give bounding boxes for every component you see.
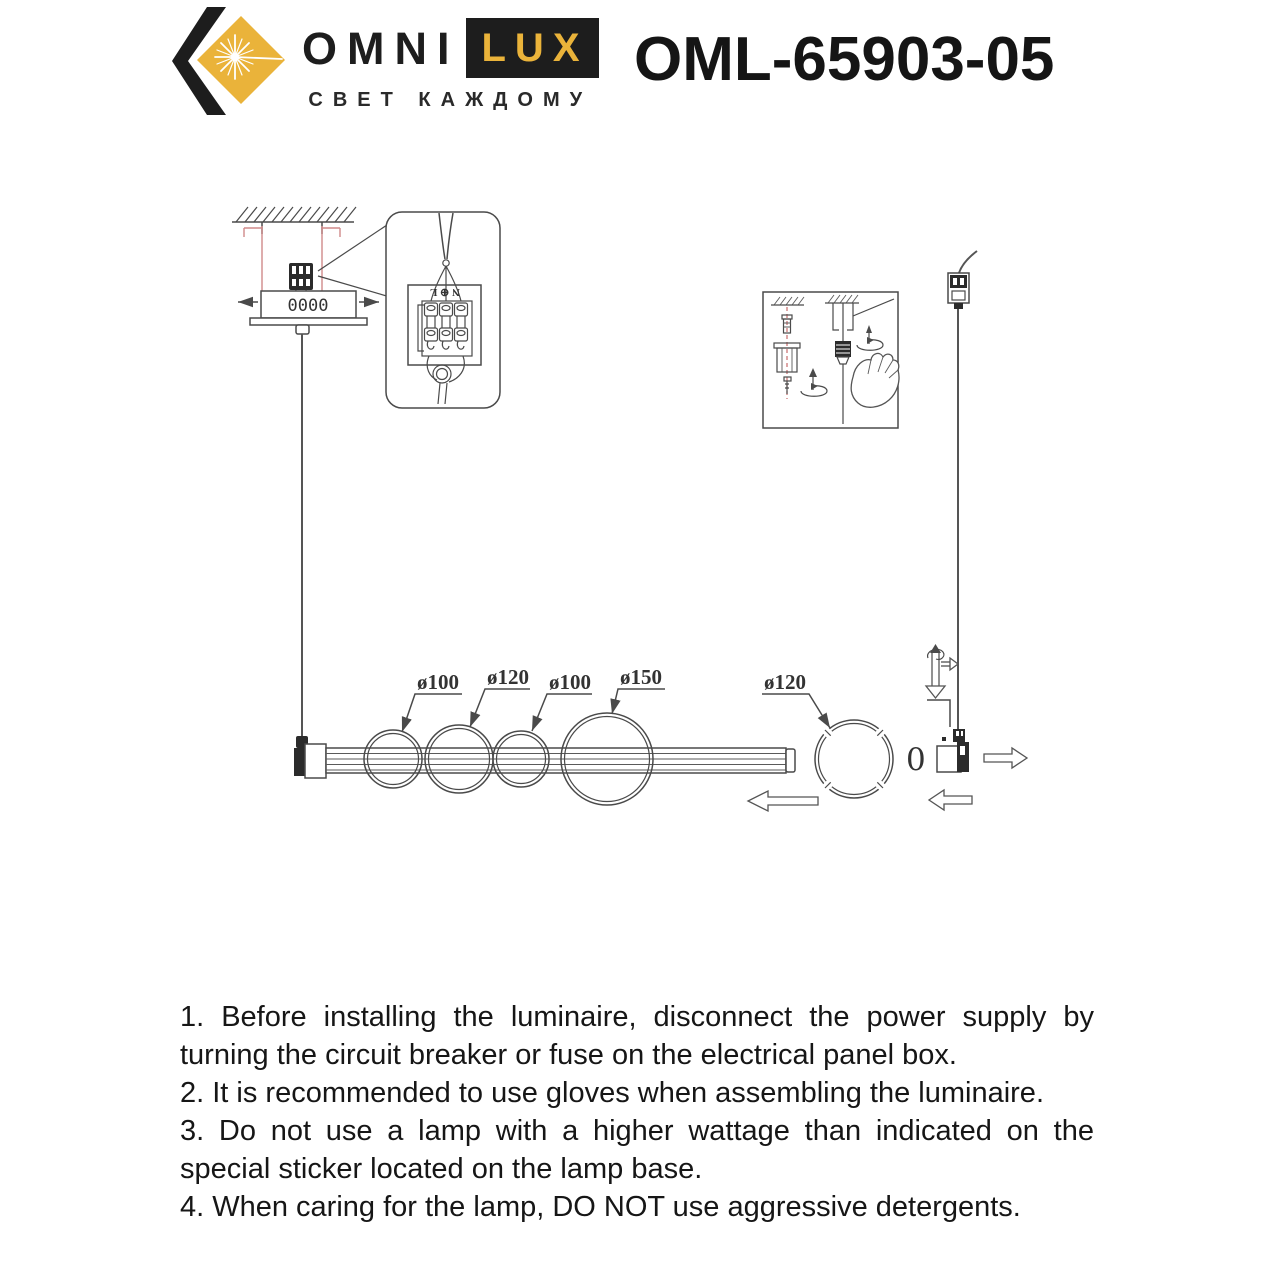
lamp-shade-5-detached (815, 720, 893, 798)
lamp-bar-tube (326, 748, 786, 773)
cord-grip-connector-bottom (937, 729, 969, 772)
canopy-marking: 0000 (287, 296, 329, 316)
slide-left-outline-arrow-icon (929, 790, 972, 810)
dimension-label-1 (402, 670, 462, 732)
instructions-list (180, 998, 1094, 1226)
bar-right-end-cap (786, 749, 795, 772)
ceiling-hatch (232, 207, 356, 234)
instruction-item-1: 1. Before installing the luminaire, disconnect the power supply by turning the circuit breaker or fuse on the electrical panel box. (180, 1001, 1094, 1071)
cord-adjuster-assembly (906, 251, 1027, 810)
canopy (238, 291, 379, 334)
cord-grip-connector-top (948, 273, 969, 309)
bar-left-connector (294, 736, 326, 778)
dimension-label-3 (532, 670, 592, 731)
tube-end-marking: 0 (906, 742, 926, 778)
slide-shade-left-arrow-icon (748, 791, 818, 811)
lamp-bar-assembly (294, 713, 893, 811)
slide-right-outline-arrow-icon (984, 748, 1027, 768)
svg-text:ø100: ø100 (549, 670, 591, 694)
brand-name-omni: OMNI (302, 22, 460, 74)
cord-elbow-line (927, 700, 950, 727)
instruction-item-4: 4. When caring for the lamp, DO NOT use aggressive detergents. (180, 1191, 1021, 1223)
installation-diagram (0, 150, 1280, 870)
svg-text:ø120: ø120 (487, 665, 529, 689)
brand-logo (170, 4, 599, 122)
dimension-labels (402, 665, 830, 732)
terminal-polarity-label: N ⊕ L (430, 286, 460, 298)
instruction-item-2: 2. It is recommended to use gloves when assembling the luminaire. (180, 1077, 1044, 1109)
svg-text:ø100: ø100 (417, 670, 459, 694)
brand-name-lux: LUX (466, 18, 599, 78)
instruction-item-3: 3. Do not use a lamp with a higher wattage than indicated on the special sticker located on the lamp base. (180, 1115, 1094, 1185)
height-adjust-icon (926, 644, 958, 698)
dimension-label-5 (762, 670, 830, 728)
model-number: OML-65903-05 (634, 25, 1055, 94)
dimension-label-2 (470, 665, 530, 727)
brand-wordmark (302, 4, 599, 112)
brand-logo-icon (170, 4, 290, 122)
cord-tail (959, 251, 977, 273)
svg-text:ø120: ø120 (764, 670, 806, 694)
brand-tagline: СВЕТ КАЖДОМУ (308, 89, 593, 111)
svg-text:ø150: ø150 (620, 665, 662, 689)
assembly-inset (763, 292, 899, 428)
header (0, 0, 1280, 150)
dimension-label-4 (612, 665, 665, 714)
